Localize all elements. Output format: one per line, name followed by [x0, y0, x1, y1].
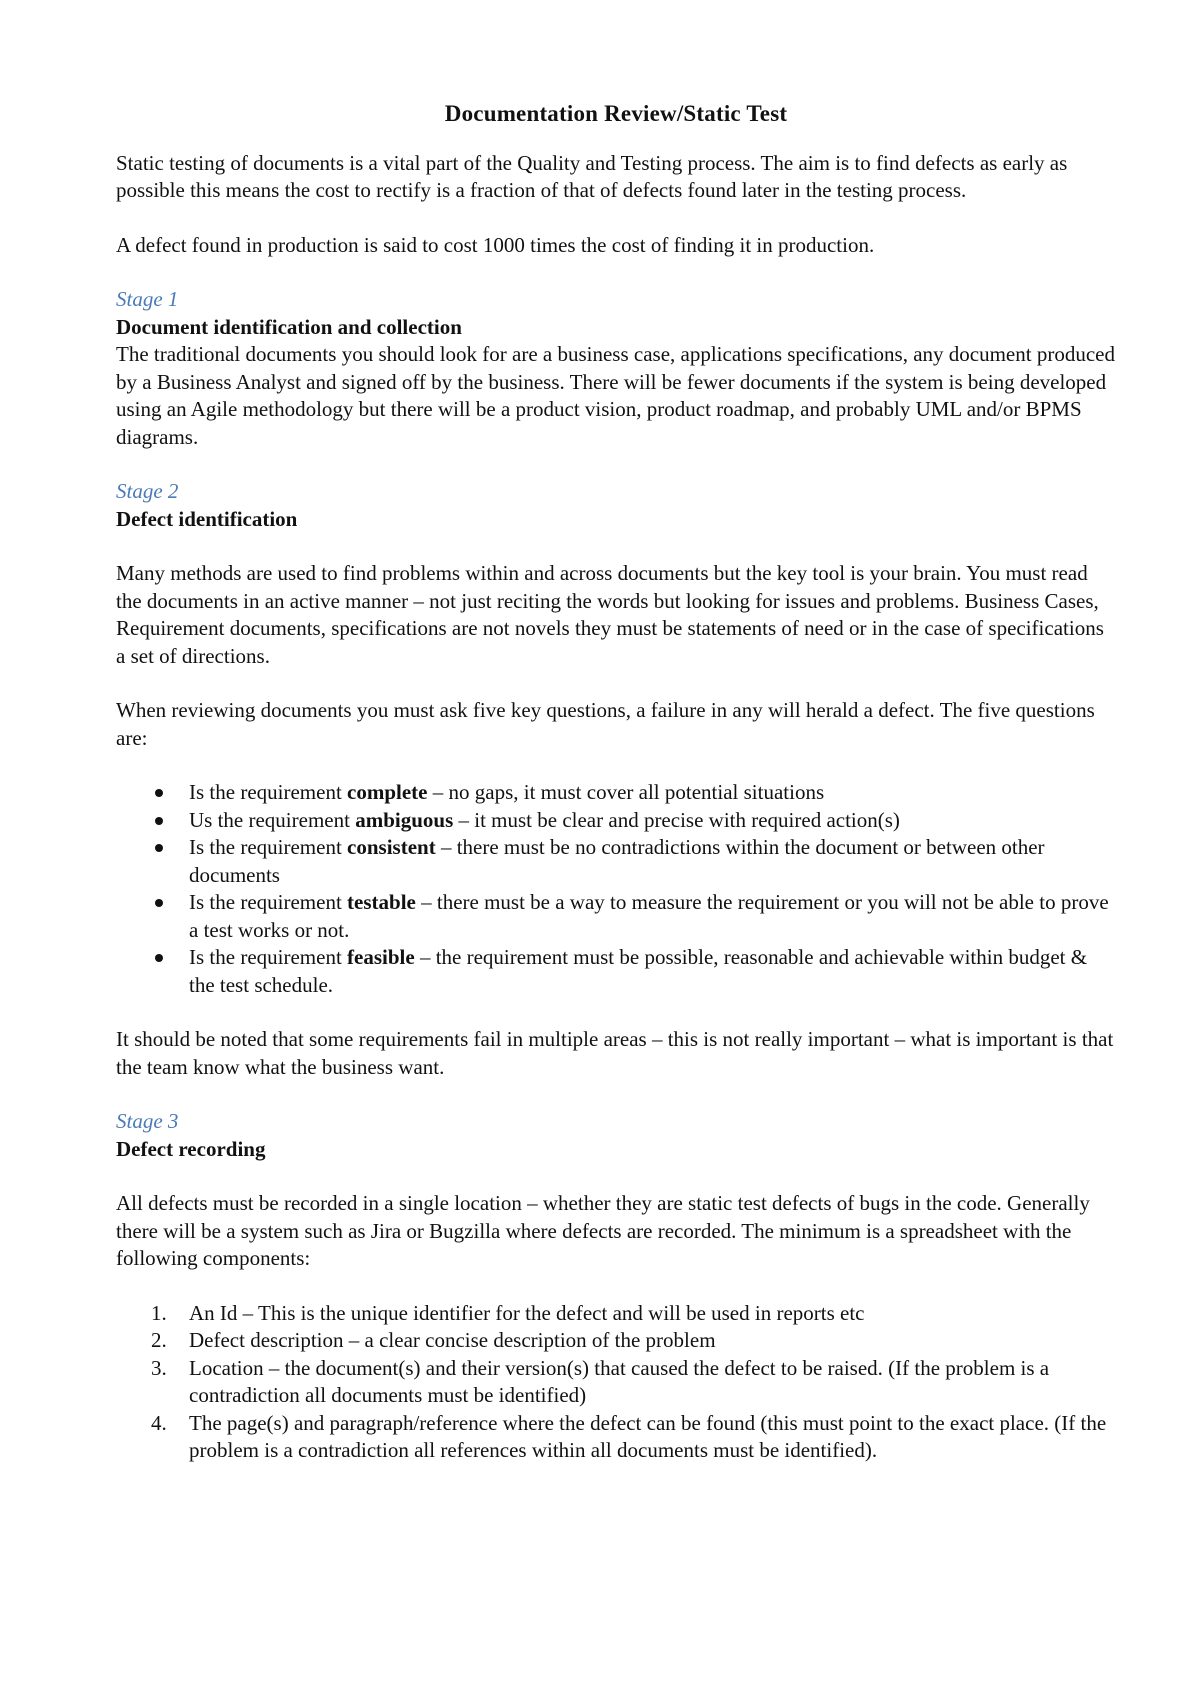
intro-paragraph-2: A defect found in production is said to cost 1000 times the cost of finding it in production. [116, 232, 875, 257]
stage-2-paragraph-2: When reviewing documents you must ask five key questions, a failure in any will herald a defect. The five questions are: [116, 698, 1095, 750]
stage-2-paragraph-3: It should be noted that some requirements fail in multiple areas – this is not really important – what is important is that the team know what the business want. [116, 1027, 1114, 1079]
stage-2-header [116, 478, 1116, 533]
list-item: 3. Location – the document(s) and their version(s) that caused the defect to be raised. (If the problem is a contradiction all documents must be identified) [151, 1355, 1050, 1407]
list-item: 4. The page(s) and paragraph/reference where the defect can be found (this must point to the exact place. (If the problem is a contradiction all references within all documents must be identified). [151, 1410, 1107, 1462]
list-item: Us the requirement ambiguous – it must be clear and precise with required action(s) [189, 807, 1116, 835]
intro-paragraph-1: Static testing of documents is a vital part of the Quality and Testing process. The aim is to find defects as early as possible this means the cost to rectify is a fraction of that of defects found later in the testing process. [116, 150, 1068, 202]
document-title: Documentation Review/Static Test [444, 101, 788, 126]
key-questions-list [116, 779, 1116, 999]
list-item: Is the requirement feasible – the requirement must be possible, reasonable and achievable within budget & the test schedule. [189, 944, 1116, 999]
stage-1-body: The traditional documents you should look for are a business case, applications specifications, any document produced by a Business Analyst and signed off by the business. There will be fewer documents if the system is being developed using an Agile methodology but there will be a product vision, product roadmap, and probably UML and/or BPMS diagrams. [116, 342, 1115, 449]
stage-2-label: Stage 2 [116, 479, 179, 503]
stage-3-header [116, 1108, 1116, 1163]
stage-1-heading: Document identification and collection [116, 314, 462, 339]
stage-2-paragraph-1: Many methods are used to find problems within and across documents but the key tool is your brain. You must read the documents in an active manner – not just reciting the words but looking for issues and problems. Business Cases, Requirement documents, specifications are not novels they must be statements of need or in the case of specifications a set of directions. [116, 561, 1104, 668]
stage-3-label: Stage 3 [116, 1109, 179, 1133]
stage-3-heading: Defect recording [116, 1136, 266, 1161]
components-list [116, 1300, 1116, 1465]
list-item: Is the requirement testable – there must be a way to measure the requirement or you will not be able to prove a test works or not. [189, 889, 1116, 944]
document-page [116, 100, 1116, 1465]
stage-1-section [116, 286, 1116, 451]
list-item: Is the requirement consistent – there must be no contradictions within the document or between other documents [189, 834, 1116, 889]
stage-3-paragraph-1: All defects must be recorded in a single location – whether they are static test defects of bugs in the code. Generally there will be a system such as Jira or Bugzilla where defects are recorded. The minimum is a spreadsheet with the following components: [116, 1191, 1090, 1270]
list-item: 1. An Id – This is the unique identifier for the defect and will be used in reports etc [151, 1300, 865, 1325]
stage-2-heading: Defect identification [116, 506, 298, 531]
list-item: Is the requirement complete – no gaps, it must cover all potential situations [189, 779, 1116, 807]
stage-1-label: Stage 1 [116, 287, 179, 311]
list-item: 2. Defect description – a clear concise description of the problem [151, 1328, 716, 1352]
